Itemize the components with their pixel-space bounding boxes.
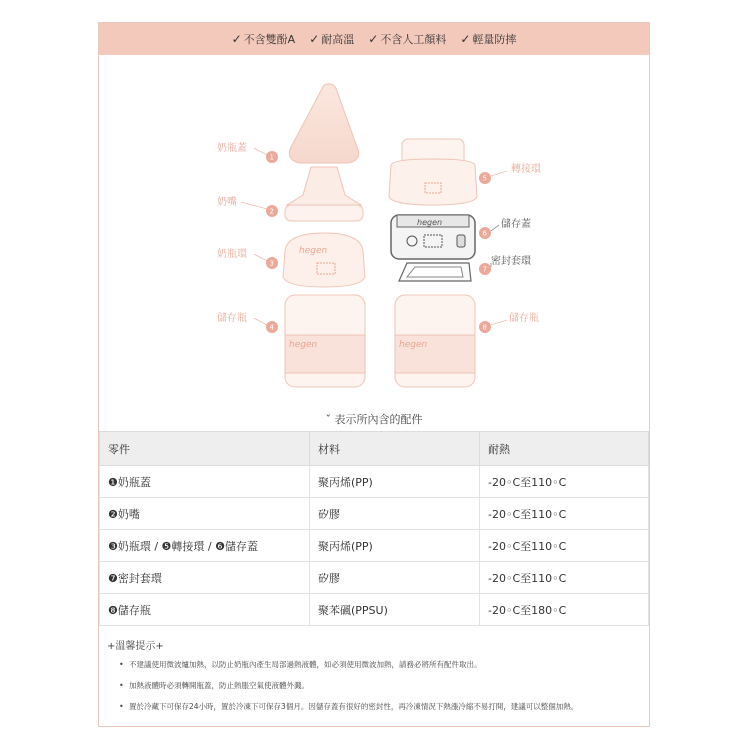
tips-list xyxy=(107,659,643,722)
cell-material: 聚丙烯(PP) xyxy=(310,466,480,498)
table-row xyxy=(100,594,649,626)
label-adapter-ring: 轉接環 xyxy=(511,164,541,175)
seal-ring-part xyxy=(399,263,471,281)
bottle-cap-part xyxy=(289,84,359,163)
svg-text:1: 1 xyxy=(269,153,274,162)
cell-part: ❽儲存瓶 xyxy=(100,594,310,626)
cell-material: 聚苯碸(PPSU) xyxy=(310,594,480,626)
tips-title: +溫馨提示+ xyxy=(107,641,164,652)
svg-text:6: 6 xyxy=(482,229,487,238)
cell-material: 矽膠 xyxy=(310,498,480,530)
feature-item: ✓ 耐高溫 xyxy=(309,32,355,46)
ring-brand-text: hegen xyxy=(299,246,328,256)
cell-heat: -20◦C至180◦C xyxy=(480,594,649,626)
cell-heat: -20◦C至110◦C xyxy=(480,530,649,562)
label-storage-cap: 儲存蓋 xyxy=(501,219,531,230)
exploded-view-illustration xyxy=(99,55,649,395)
bottle-brand-text: hegen xyxy=(289,340,318,350)
cell-heat: -20◦C至110◦C xyxy=(480,562,649,594)
cell-part: ❷奶嘴 xyxy=(100,498,310,530)
svg-text:7: 7 xyxy=(482,265,487,274)
cell-part: ❼密封套環 xyxy=(100,562,310,594)
cell-part: ❶奶瓶蓋 xyxy=(100,466,310,498)
label-bottle-cap: 奶瓶蓋 xyxy=(217,143,247,154)
label-seal-ring: 密封套環 xyxy=(491,256,531,267)
tip-item: • 不建議使用微波爐加熱，以防止奶瓶內產生局部過熱液體，如必須使用微波加熱，請務必將所有配件取出。 xyxy=(107,659,643,680)
adapter-ring-part xyxy=(389,139,477,205)
feature-banner xyxy=(99,23,649,55)
warm-tips xyxy=(107,637,643,722)
svg-text:5: 5 xyxy=(482,174,487,183)
cap-brand-text: hegen xyxy=(417,218,443,227)
feature-item: ✓ 不含人工顏料 xyxy=(368,32,447,46)
label-group-left xyxy=(217,141,278,333)
tip-item: • 加熱液體時必須轉開瓶蓋，防止熱脹空氣使液體外濺。 xyxy=(107,680,643,701)
table-row xyxy=(100,466,649,498)
cell-material: 矽膠 xyxy=(310,562,480,594)
storage-bottle-left xyxy=(285,295,365,387)
label-storage-bottle-right: 儲存瓶 xyxy=(509,313,539,324)
feature-item: ✓ 輕量防摔 xyxy=(460,32,517,46)
check-icon: ✓ xyxy=(460,32,471,46)
included-accessories-note: ˇ 表示所內含的配件 xyxy=(325,413,423,426)
bottle-brand-text: hegen xyxy=(399,340,428,350)
feature-item: ✓ 不含雙酚A xyxy=(231,32,296,46)
cell-part: ❸奶瓶環 / ❺轉接環 / ❻儲存蓋 xyxy=(100,530,310,562)
table-row xyxy=(100,498,649,530)
tip-item: • 置於冷藏下可保存24小時，置於冷凍下可保存3個月。因儲存蓋有很好的密封性，再冷凍情況下熱漲冷縮不易打開，建議可以整個加熱。 xyxy=(107,701,643,722)
check-icon: ✓ xyxy=(231,32,242,46)
table-row xyxy=(100,562,649,594)
svg-text:8: 8 xyxy=(482,323,487,332)
product-spec-panel xyxy=(98,22,650,727)
svg-text:2: 2 xyxy=(269,207,274,216)
table-header-row xyxy=(100,432,649,466)
table-row xyxy=(100,530,649,562)
cell-material: 聚丙烯(PP) xyxy=(310,530,480,562)
header-heat: 耐熱 xyxy=(480,432,649,466)
nipple-part xyxy=(285,167,363,221)
header-part: 零件 xyxy=(100,432,310,466)
parts-diagram xyxy=(99,55,649,395)
svg-text:4: 4 xyxy=(269,323,274,332)
cell-heat: -20◦C至110◦C xyxy=(480,498,649,530)
bottle-ring-part xyxy=(283,233,365,287)
storage-cap-part xyxy=(391,215,475,259)
check-icon: ✓ xyxy=(368,32,379,46)
label-group-right xyxy=(479,162,541,333)
check-icon: ✓ xyxy=(309,32,320,46)
label-nipple: 奶嘴 xyxy=(217,197,237,208)
storage-bottle-right xyxy=(395,295,475,387)
svg-text:3: 3 xyxy=(269,259,274,268)
cell-heat: -20◦C至110◦C xyxy=(480,466,649,498)
header-material: 材料 xyxy=(310,432,480,466)
label-bottle-ring: 奶瓶環 xyxy=(217,249,247,260)
parts-spec-table xyxy=(99,431,649,626)
label-storage-bottle-left: 儲存瓶 xyxy=(217,313,247,324)
